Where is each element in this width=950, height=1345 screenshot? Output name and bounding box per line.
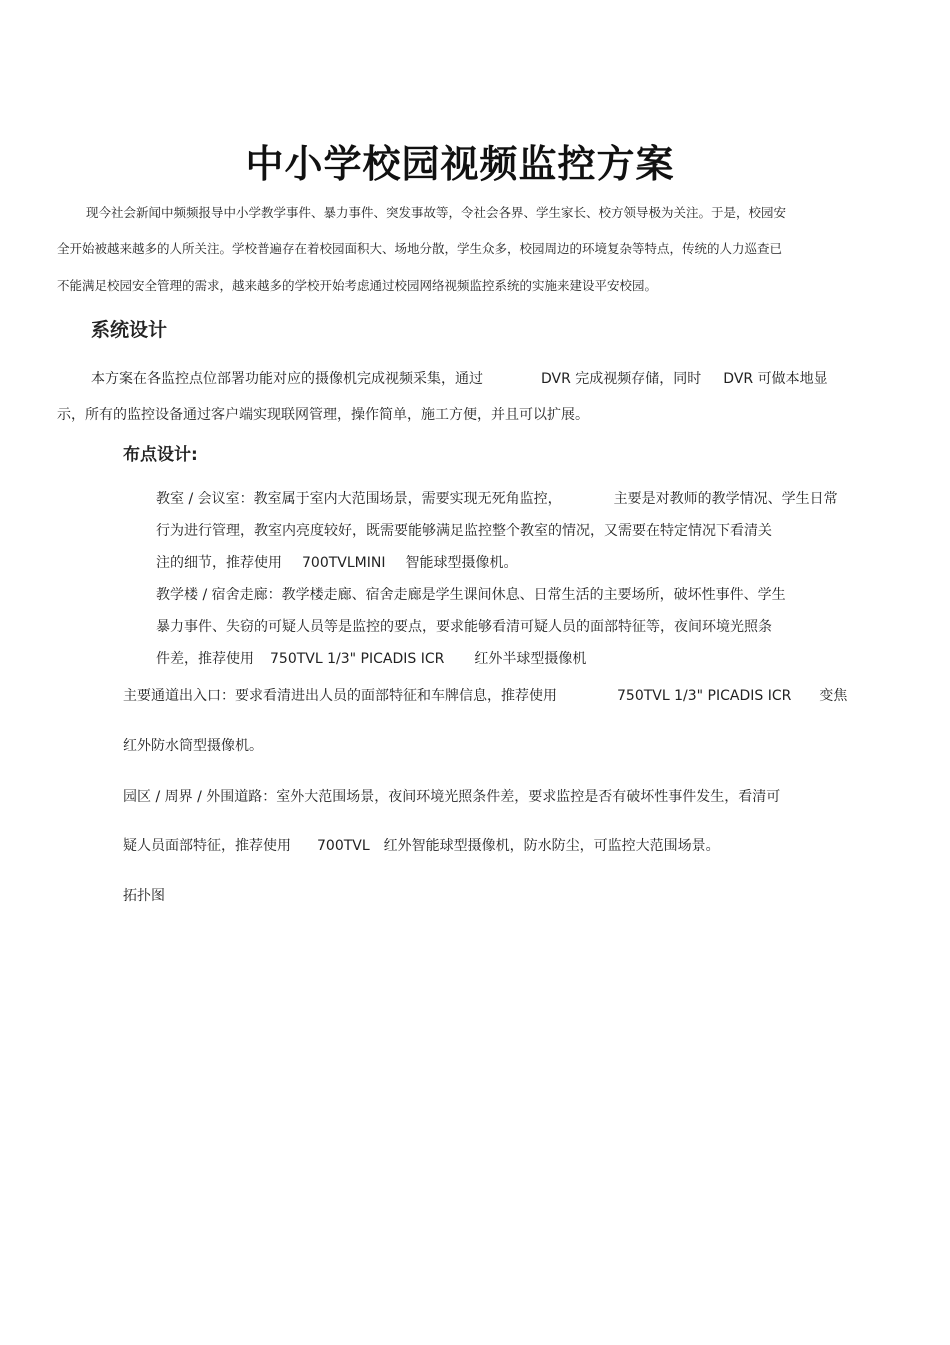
intro-line-2: 全开始被越来越多的人所关注。学校普遍存在着校园面积大、场地分散，学生众多，校园周边的环境复杂等特点，传统的人力巡查已 [57, 241, 783, 256]
classroom-line-2: 行为进行管理，教室内亮度较好，既需要能够满足监控整个教室的情况，又需要在特定情况下看清关 [156, 523, 772, 539]
classroom-text-c: 注的细节，推荐使用 [156, 555, 282, 571]
perimeter-text-a: 疑人员面部特征，推荐使用 [123, 838, 291, 854]
intro-line-3: 不能满足校园安全管理的需求，越来越多的学校开始考虑通过校园网络视频监控系统的实施来建设平安校园。 [57, 278, 658, 293]
system-design-line-2: 示，所有的监控设备通过客户端实现联网管理，操作简单，施工方便，并且可以扩展。 [57, 407, 589, 423]
system-design-text-c: DVR 可做本地显 [723, 371, 828, 387]
corridor-line-2: 暴力事件、失窃的可疑人员等是监控的要点，要求能够看清可疑人员的面部特征等，夜间环境光照条 [156, 619, 772, 635]
topology-label: 拓扑图 [123, 888, 165, 904]
entrance-line-2: 红外防水筒型摄像机。 [123, 738, 263, 754]
perimeter-text-b: 红外智能球型摄像机，防水防尘，可监控大范围场景。 [383, 838, 720, 854]
classroom-model: 700TVLMINI [302, 555, 386, 571]
corridor-model: 750TVL 1/3" PICADIS ICR [270, 651, 445, 667]
classroom-line-3 [156, 552, 517, 574]
corridor-text-a: 件差，推荐使用 [156, 651, 254, 667]
entrance-model: 750TVL 1/3" PICADIS ICR [617, 688, 792, 704]
entrance-text-b: 变焦 [819, 688, 848, 704]
system-design-text-a: 本方案在各监控点位部署功能对应的摄像机完成视频采集，通过 [91, 371, 483, 387]
intro-line-1: 现今社会新闻中频频报导中小学教学事件、暴力事件、突发事故等，令社会各界、学生家长、校方领导极为关注。于是，校园安 [86, 205, 787, 220]
system-design-line-1 [91, 368, 828, 390]
classroom-text-b: 主要是对教师的教学情况、学生日常 [613, 491, 838, 507]
perimeter-line-1: 园区 / 周界 / 外围道路：室外大范围场景，夜间环境光照条件差，要求监控是否有破坏性事件发生，看清可 [123, 789, 781, 805]
system-design-text-b: DVR 完成视频存储，同时 [541, 371, 702, 387]
corridor-text-b: 红外半球型摄像机 [474, 651, 587, 667]
corridor-line-1: 教学楼 / 宿舍走廊：教学楼走廊、宿舍走廊是学生课间休息、日常生活的主要场所，破坏性事件、学生 [156, 587, 786, 603]
perimeter-line-2 [123, 835, 720, 857]
corridor-line-3 [156, 648, 586, 670]
section-heading-layout-design: 布点设计: [123, 445, 198, 465]
entrance-line-1 [123, 685, 847, 707]
classroom-line-1 [156, 488, 838, 510]
perimeter-model: 700TVL [317, 838, 370, 854]
classroom-text-a: 教室 / 会议室：教室属于室内大范围场景，需要实现无死角监控， [156, 491, 562, 507]
classroom-text-d: 智能球型摄像机。 [405, 555, 518, 571]
page-title: 中小学校园视频监控方案 [245, 142, 675, 186]
entrance-text-a: 主要通道出入口：要求看清进出人员的面部特征和车牌信息，推荐使用 [123, 688, 557, 704]
section-heading-system-design: 系统设计 [91, 319, 168, 341]
